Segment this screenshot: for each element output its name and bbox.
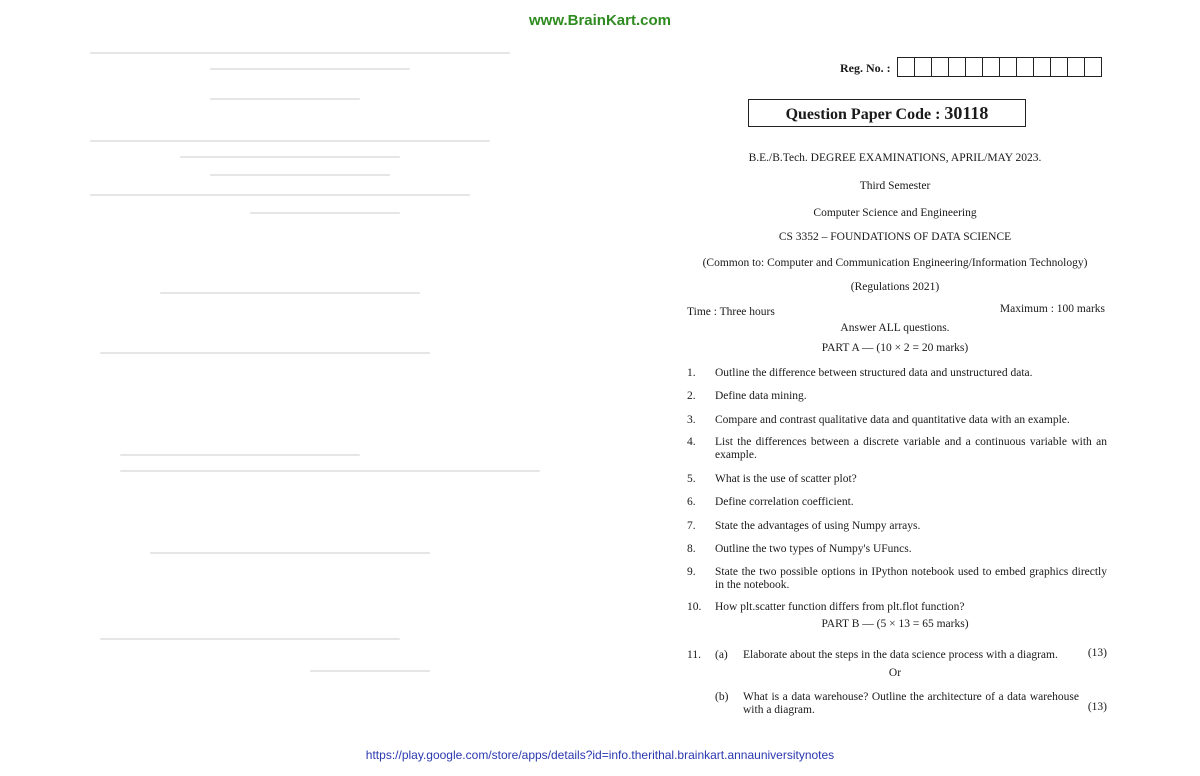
- question-number: 1.: [687, 367, 696, 379]
- question-text: What is a data warehouse? Outline the architecture of a data warehouse with a diagram.: [743, 691, 1079, 716]
- maximum-marks: Maximum : 100 marks: [999, 303, 1105, 315]
- reg-no-box: [1017, 58, 1034, 76]
- reg-no-box: [983, 58, 1000, 76]
- question-number: 2.: [687, 390, 696, 402]
- qpc-value: 30118: [944, 103, 989, 123]
- question-text: Outline the difference between structured data and unstructured data.: [715, 367, 1033, 379]
- reg-no-box: [915, 58, 932, 76]
- bleed-through-area: [60, 40, 600, 740]
- reg-no-box: [949, 58, 966, 76]
- question-text: Compare and contrast qualitative data and quantitative data with an example.: [715, 414, 1070, 426]
- common-to: (Common to: Computer and Communication Engineering/Information Technology): [702, 257, 1088, 269]
- question-number: 5.: [687, 473, 696, 485]
- question-number: 11.: [687, 649, 701, 661]
- question-text: Define correlation coefficient.: [715, 496, 854, 508]
- reg-no-row: [840, 57, 1110, 77]
- department: Computer Science and Engineering: [813, 207, 977, 219]
- question-text: Outline the two types of Numpy's UFuncs.: [715, 543, 912, 555]
- part-a-heading: PART A — (10 × 2 = 20 marks): [821, 342, 969, 354]
- reg-no-box: [1034, 58, 1051, 76]
- question-text: State the two possible options in IPython notebook used to embed graphics directly in the notebook.: [715, 566, 1107, 591]
- reg-no-box: [1051, 58, 1068, 76]
- question-number: 6.: [687, 496, 696, 508]
- sub-question-label: (b): [715, 691, 729, 703]
- course-title: CS 3352 – FOUNDATIONS OF DATA SCIENCE: [778, 231, 1012, 243]
- brainkart-header-link[interactable]: www.BrainKart.com: [529, 12, 671, 29]
- part-b-heading: PART B — (5 × 13 = 65 marks): [821, 618, 969, 630]
- question-number: 10.: [687, 601, 702, 613]
- question-number: 9.: [687, 566, 696, 578]
- reg-no-box: [1085, 58, 1101, 76]
- question-number: 8.: [687, 543, 696, 555]
- question-text: What is the use of scatter plot?: [715, 473, 857, 485]
- question-text: How plt.scatter function differs from plt.flot function?: [715, 601, 965, 613]
- question-marks: (13): [1087, 701, 1107, 713]
- play-store-footer-link[interactable]: https://play.google.com/store/apps/details?id=info.therithal.brainkart.annauniversitynotes: [365, 748, 835, 762]
- reg-no-label: Reg. No. :: [840, 61, 891, 75]
- instruction: Answer ALL questions.: [840, 322, 950, 334]
- question-number: 7.: [687, 520, 696, 532]
- reg-no-box: [1000, 58, 1017, 76]
- time-allowed: Time : Three hours: [687, 306, 775, 318]
- exam-title: B.E./B.Tech. DEGREE EXAMINATIONS, APRIL/MAY 2023.: [748, 152, 1042, 164]
- reg-no-box: [966, 58, 983, 76]
- time-marks-row: [687, 303, 1105, 318]
- sub-question-label: (a): [715, 649, 728, 661]
- question-number: 3.: [687, 414, 696, 426]
- reg-no-box: [898, 58, 915, 76]
- question-paper-code-box: [748, 99, 1026, 127]
- reg-no-boxes: [897, 57, 1102, 77]
- question-text: State the advantages of using Numpy arrays.: [715, 520, 921, 532]
- question-text: Define data mining.: [715, 390, 807, 402]
- question-text: List the differences between a discrete variable and a continuous variable with an example.: [715, 436, 1107, 461]
- question-marks: (13): [1087, 647, 1107, 659]
- semester: Third Semester: [859, 180, 931, 192]
- question-number: 4.: [687, 436, 696, 448]
- or-separator: Or: [888, 667, 902, 679]
- reg-no-box: [932, 58, 949, 76]
- qpc-label: Question Paper Code :: [785, 106, 941, 123]
- regulations: (Regulations 2021): [850, 281, 940, 293]
- reg-no-box: [1068, 58, 1085, 76]
- question-text: Elaborate about the steps in the data science process with a diagram.: [743, 649, 1058, 661]
